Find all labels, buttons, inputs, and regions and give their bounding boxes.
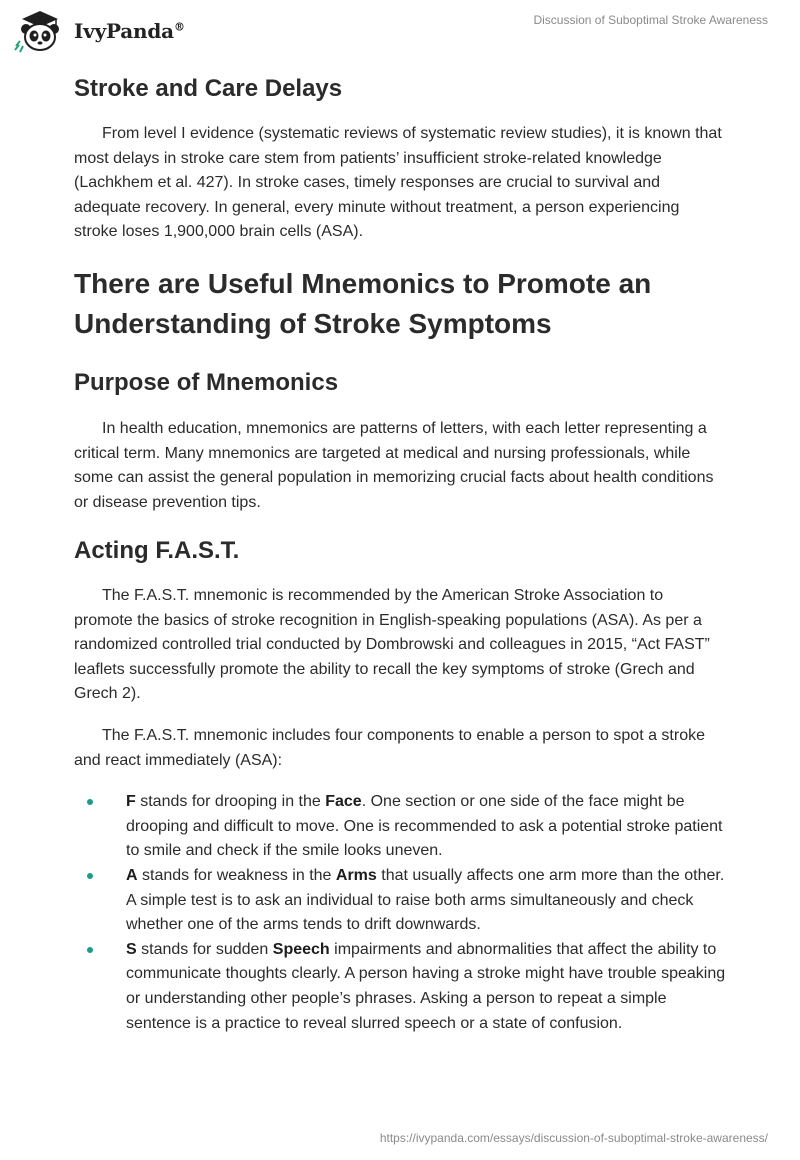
bullet-icon	[87, 799, 93, 805]
fast-keyword: Face	[325, 793, 362, 811]
fast-keyword: Arms	[335, 866, 377, 884]
section-acting-fast	[74, 536, 726, 1036]
item-text: impairments and abnormalities that affect the ability to communicate thoughts clearly. A person having a stroke might have trouble speaking or understanding other people’s phrases. Asking a person to repeat a simple sentence is a practice to reveal slurred speech or a state of confusion.	[126, 940, 726, 1032]
paragraph-care-delays: From level I evidence (systematic reviews of systematic review studies), it is known that most delays in stroke care stem from patients’ insufficient stroke-related knowledge (Lachkhem et al. 427). In stroke cases, timely responses are crucial to survival and adequate recovery. In general, every minute without treatment, a person experiencing stroke loses 1,900,000 brain cells (ASA).	[74, 125, 722, 241]
fast-component-list	[74, 790, 726, 1036]
heading-useful-mnemonics: There are Useful Mnemonics to Promote an Understanding of Stroke Symptoms	[74, 268, 652, 339]
list-item	[74, 790, 726, 864]
paragraph-purpose: In health education, mnemonics are patterns of letters, with each letter representing a critical term. Many mnemonics are targeted at medical and nursing professionals, while some can assist the general population in memorizing crucial facts about health conditions or disease prevention tips.	[74, 420, 714, 511]
fast-keyword: Speech	[272, 940, 330, 958]
fast-letter: F	[126, 793, 136, 811]
item-text: . One section or one side of the face might be drooping and difficult to move. One is recommended to ask a potential stroke patient to smile and check if the smile looks uneven.	[126, 793, 723, 860]
bullet-icon	[87, 947, 93, 953]
paragraph-fast-intro: The F.A.S.T. mnemonic is recommended by the American Stroke Association to promote the basics of stroke recognition in English-speaking populations (ASA). As per a randomized controlled trial conducted by Dombrowski and colleagues in 2015, “Act FAST” leaflets successfully promote the ability to recall the key symptoms of stroke (Grech and Grech 2).	[74, 587, 710, 703]
section-care-delays	[74, 74, 726, 245]
section-mnemonics	[74, 264, 726, 344]
logo-wordmark	[74, 19, 185, 43]
bullet-icon	[87, 873, 93, 879]
heading-acting-fast: Acting F.A.S.T.	[74, 537, 240, 564]
item-text: that usually affects one arm more than the other. A simple test is to ask an individual to raise both arms simultaneously and check whether one of the arms tends to drift downwards.	[126, 866, 725, 934]
page-header	[0, 0, 800, 60]
fast-letter: S	[126, 940, 137, 958]
footer-source-url[interactable]: https://ivypanda.com/essays/discussion-of-suboptimal-stroke-awareness/	[379, 1131, 768, 1145]
paragraph-fast-components: The F.A.S.T. mnemonic includes four components to enable a person to spot a stroke and react immediately (ASA):	[74, 726, 705, 769]
heading-purpose-mnemonics: Purpose of Mnemonics	[74, 369, 339, 396]
item-text: stands for sudden	[136, 940, 273, 958]
item-text: stands for weakness in the	[137, 866, 336, 884]
list-item	[74, 938, 726, 1036]
item-text: stands for drooping in the	[135, 793, 326, 811]
section-purpose	[74, 368, 726, 515]
site-logo[interactable]	[14, 8, 185, 54]
registered-mark: ®	[173, 20, 185, 34]
heading-stroke-care-delays: Stroke and Care Delays	[74, 75, 343, 102]
panda-graduate-icon	[14, 8, 70, 54]
list-item	[74, 864, 726, 938]
logo-text: IvyPanda	[74, 19, 174, 43]
document-title: Discussion of Suboptimal Stroke Awareness	[533, 13, 768, 27]
fast-letter: A	[126, 866, 138, 884]
